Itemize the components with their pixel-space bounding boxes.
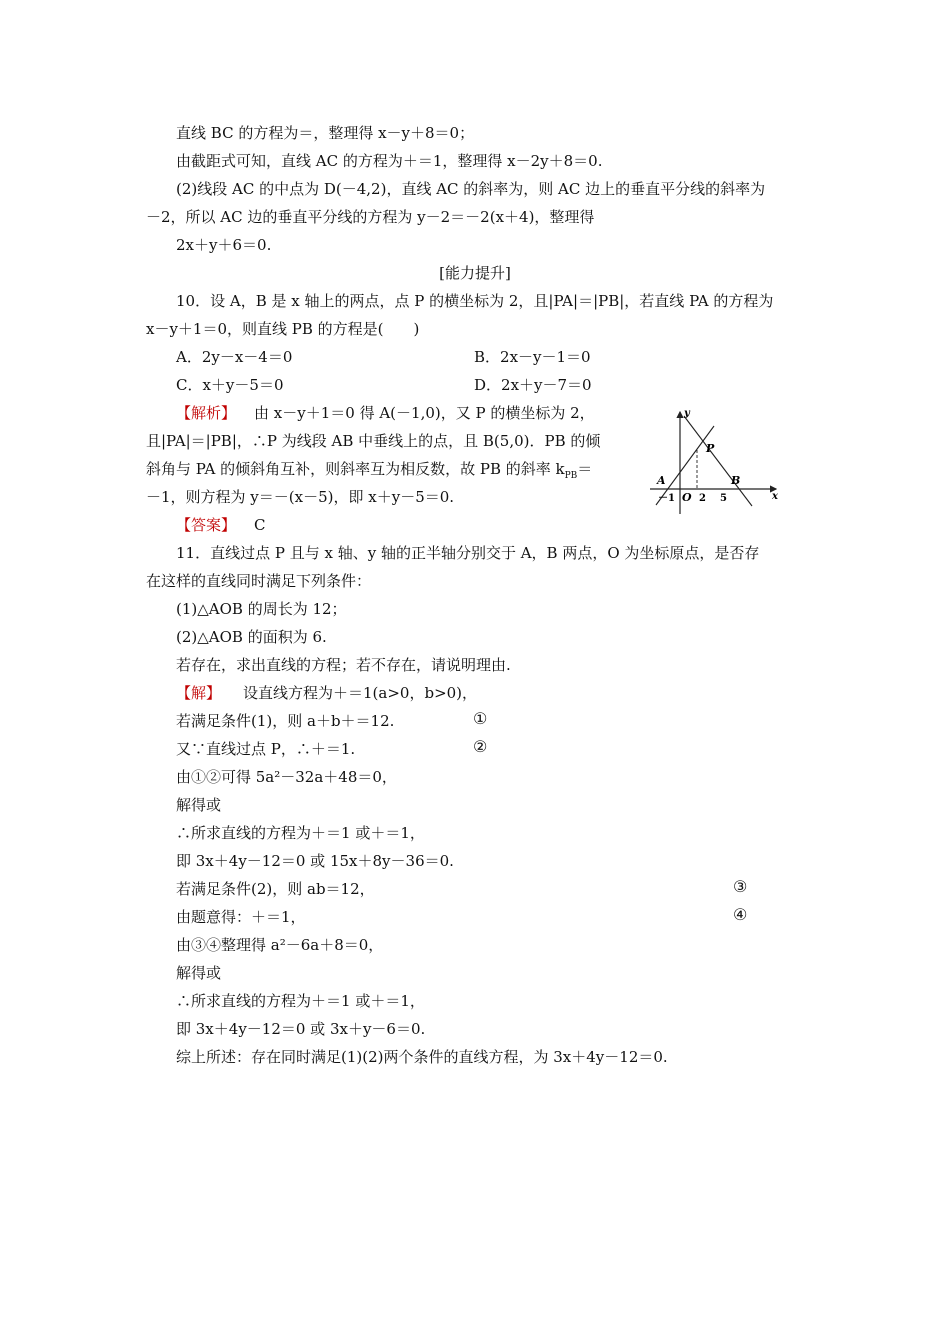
tick-2: 2 [699, 493, 706, 504]
question-11-line: 11．直线过点 P 且与 x 轴、y 轴的正半轴分别交于 A，B 两点，O 为坐标原点，是否存 [176, 544, 760, 562]
coordinate-figure [640, 402, 790, 520]
answer-line [176, 515, 266, 535]
point-p-label: P [706, 442, 715, 455]
analysis-line [176, 403, 595, 423]
solution-line: 解得或 [176, 964, 222, 982]
solution-line: 若满足条件(2)，则 ab＝12， [176, 880, 375, 898]
solution-line: 解得或 [176, 796, 222, 814]
tick-neg1: －1 [658, 493, 675, 504]
analysis-text: 斜角与 PA 的倾斜角互补，则斜率互为相反数，故 PB 的斜率 k [146, 460, 565, 478]
solution-line: 又∵直线过点 P，∴＋＝1. [176, 740, 356, 758]
equation-marker-2: ② [473, 737, 488, 756]
point-b-label: B [731, 474, 741, 487]
section-title: [能力提升] [439, 264, 511, 282]
text-line: －2，所以 AC 边的垂直平分线的方程为 y－2＝－2(x＋4)，整理得 [146, 208, 595, 226]
solution-tag: 【解】 [176, 684, 222, 702]
solution-line: ∴所求直线的方程为＋＝1 或＋＝1， [176, 824, 425, 842]
text-line: 直线 BC 的方程为＝，整理得 x－y＋8＝0； [176, 124, 475, 142]
solution-line [176, 683, 477, 703]
answer-tag: 【答案】 [176, 516, 237, 534]
analysis-tag: 【解析】 [176, 404, 237, 422]
question-10-line: x－y＋1＝0，则直线 PB 的方程是( ) [146, 320, 420, 338]
equation-marker-4: ④ [733, 905, 748, 924]
solution-line: 即 3x＋4y－12＝0 或 3x＋y－6＝0. [176, 1020, 426, 1038]
x-label: x [772, 491, 778, 502]
solution-line: 若满足条件(1)，则 a＋b＋＝12. [176, 712, 395, 730]
text-line: (2)线段 AC 的中点为 D(－4,2)，直线 AC 的斜率为，则 AC 边上的垂直平分线的斜率为 [176, 180, 766, 198]
analysis-line: 且|PA|＝|PB|，∴P 为线段 AB 中垂线上的点，且 B(5,0)．PB 的倾 [146, 432, 601, 450]
origin-label: O [682, 491, 692, 504]
option-b: B．2x－y－1＝0 [474, 348, 591, 366]
option-a: A．2y－x－4＝0 [176, 348, 293, 366]
answer-value: C [254, 516, 266, 534]
question-11-line: (1)△AOB 的周长为 12； [176, 600, 347, 618]
question-11-line: 若存在，求出直线的方程；若不存在，请说明理由. [176, 656, 511, 674]
solution-line: ∴所求直线的方程为＋＝1 或＋＝1， [176, 992, 425, 1010]
question-11-line: (2)△AOB 的面积为 6. [176, 628, 327, 646]
solution-text: 设直线方程为＋＝1(a>0，b>0)， [243, 684, 478, 702]
analysis-line [146, 459, 592, 486]
analysis-line: －1，则方程为 y＝－(x－5)，即 x＋y－5＝0. [146, 488, 455, 506]
equation-marker-1: ① [473, 709, 488, 728]
solution-line: 综上所述：存在同时满足(1)(2)两个条件的直线方程，为 3x＋4y－12＝0. [176, 1048, 668, 1066]
y-label: y [684, 408, 690, 419]
text-line: 由截距式可知，直线 AC 的方程为＋＝1，整理得 x－2y＋8＝0. [176, 152, 603, 170]
slope-subscript: PB [564, 471, 578, 481]
solution-line: 由③④整理得 a²－6a＋8＝0， [176, 936, 384, 954]
point-a-label: A [657, 474, 666, 487]
line-pb [684, 416, 752, 506]
option-c: C．x＋y－5＝0 [176, 376, 284, 394]
solution-line: 由①②可得 5a²－32a＋48＝0， [176, 768, 397, 786]
tick-5: 5 [720, 493, 727, 504]
analysis-text: 由 x－y＋1＝0 得 A(－1,0)，又 P 的横坐标为 2， [254, 404, 595, 422]
text-line: 2x＋y＋6＝0. [176, 236, 272, 254]
option-d: D．2x＋y－7＝0 [474, 376, 592, 394]
analysis-text: ＝ [577, 460, 593, 478]
equation-marker-3: ③ [733, 877, 748, 896]
solution-line: 即 3x＋4y－12＝0 或 15x＋8y－36＝0. [176, 852, 454, 870]
question-11-line: 在这样的直线同时满足下列条件： [146, 572, 372, 590]
question-10-line: 10．设 A，B 是 x 轴上的两点，点 P 的横坐标为 2，且|PA|＝|PB|，若直线 PA 的方程为 [176, 292, 774, 310]
solution-line: 由题意得：＋＝1， [176, 908, 306, 926]
